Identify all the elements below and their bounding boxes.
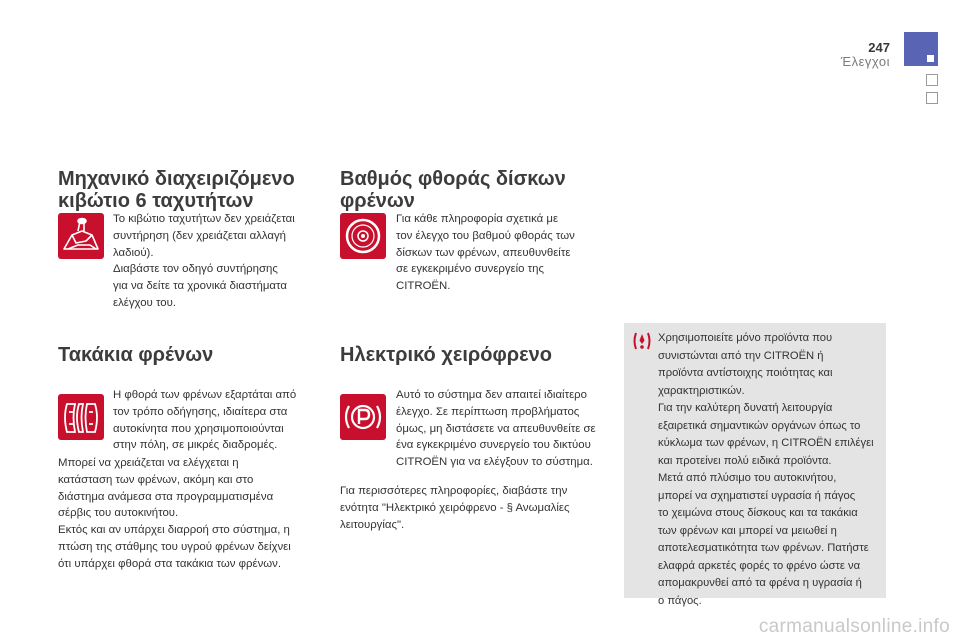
warning-box [624, 323, 886, 607]
warning-line: χαρακτηριστικών. [658, 384, 745, 397]
gearbox-icon [58, 213, 104, 259]
discs-title [340, 168, 566, 212]
parking-more-line: Για περισσότερες πληροφορίες, διαβάστε την [340, 485, 568, 497]
discs-text [396, 211, 606, 295]
warning-line: των φρένων και μπορεί να μειωθεί η [658, 524, 837, 537]
warning-line: και προτείνει πολύ ειδικά προϊόντα. [658, 454, 832, 467]
gearbox-title-line2: κιβώτιο 6 ταχυτήτων [58, 190, 254, 212]
discs-title-line2: φρένων [340, 190, 415, 212]
parking-line: όμως, μη διστάσετε να απευθυνθείτε σε [396, 422, 596, 435]
chapter-tab-active[interactable] [904, 32, 938, 66]
discs-line: δίσκων των φρένων, απευθυνθείτε [396, 246, 571, 259]
gearbox-text [113, 211, 323, 312]
chapter-tab-2[interactable] [926, 74, 938, 86]
warning-line: αποτελεσματικότητα των φρένων. Πατήστε [658, 542, 869, 554]
discs-title-line1: Βαθμός φθοράς δίσκων [340, 168, 566, 190]
warning-line: εξαιρετικά σημαντικών οργάνων όπως το [658, 419, 861, 432]
warning-line: μπορεί να σχηματιστεί υγρασία ή πάγος [658, 489, 856, 502]
pads-body-line: κατάσταση των φρένων, ακόμη και στο [58, 473, 254, 486]
pads-intro-line: τον τρόπο οδήγησης, ιδιαίτερα στα [113, 405, 288, 418]
pads-intro-line: στην πόλη, σε μικρές διαδρομές. [113, 439, 278, 452]
brake-disc-icon [340, 213, 386, 259]
pads-body-line: ότι υπάρχει φθορά στα τακάκια των φρένων. [58, 557, 282, 570]
pads-body-line: Μπορεί να χρειάζεται να ελέγχεται η [58, 457, 239, 469]
parking-more-info [340, 483, 610, 533]
parking-line: CITROËN για να ελέγξουν το σύστημα. [396, 456, 593, 469]
parking-title: Ηλεκτρικό χειρόφρενο [340, 344, 552, 366]
gearbox-line: Διαβάστε τον οδηγό συντήρησης [113, 263, 278, 276]
discs-line: τον έλεγχο του βαθμού φθοράς των [396, 229, 575, 242]
warning-line: ο πάγος. [658, 594, 702, 607]
warning-line: προϊόντα αντίστοιχης ποιότητας και [658, 367, 833, 379]
warning-line: Για την καλύτερη δυνατή λειτουργία [658, 402, 833, 414]
warning-text [658, 330, 884, 610]
parking-line: έλεγχο. Σε περίπτωση προβλήματος [396, 405, 580, 418]
warning-line: Μετά από πλύσιμο του αυτοκινήτου, [658, 472, 837, 484]
warning-line: Χρησιμοποιείτε μόνο προϊόντα που [658, 332, 833, 344]
parking-text [396, 387, 606, 471]
parking-more-line: λειτουργίας". [340, 518, 405, 531]
warning-line: κύκλωμα των φρένων, η CITROËN επιλέγει [658, 437, 874, 449]
gearbox-line: για να δείτε τα χρονικά διαστήματα [113, 280, 287, 293]
page-number: 247 [868, 40, 890, 55]
pads-title: Τακάκια φρένων [58, 344, 214, 366]
gearbox-line: Το κιβώτιο ταχυτήτων δεν χρειάζεται [113, 213, 295, 225]
discs-line: σε εγκεκριμένο συνεργείο της [396, 263, 545, 276]
chapter-tab-3[interactable] [926, 92, 938, 104]
discs-line: Για κάθε πληροφορία σχετικά με [396, 213, 559, 225]
pads-body-line: πτώση της στάθμης του υγρού φρένων δείχνει [58, 540, 291, 553]
tab-marker [927, 55, 934, 62]
brake-pads-icon [58, 394, 104, 440]
warning-line: το χειμώνα στους δίσκους και τα τακάκια [658, 507, 858, 519]
gearbox-title-line1: Μηχανικό διαχειριζόμενο [58, 168, 295, 190]
pads-body [58, 455, 323, 573]
pads-body-line: σέρβις του αυτοκινήτου. [58, 507, 179, 520]
parking-brake-icon [340, 394, 386, 440]
gearbox-title [58, 168, 295, 212]
parking-line: Αυτό το σύστημα δεν απαιτεί ιδιαίτερο [396, 389, 587, 401]
pads-intro-line: αυτοκίνητα που χρησιμοποιούνται [113, 422, 284, 435]
gearbox-line: συντήρηση (δεν χρειάζεται αλλαγή [113, 229, 286, 242]
gearbox-line: ελέγχου του. [113, 296, 177, 309]
warning-line: συνιστώνται από την CITROËN ή [658, 349, 824, 362]
pads-intro [113, 387, 323, 454]
warning-icon [632, 331, 652, 356]
warning-line: ελαφρά αρκετές φορές το φρένο ώστε να [658, 559, 861, 572]
watermark: carmanualsonline.info [758, 616, 950, 637]
gearbox-line: λαδιού). [113, 246, 154, 259]
section-title: Έλεγχοι [840, 54, 890, 69]
pads-intro-line: Η φθορά των φρένων εξαρτάται από [113, 389, 297, 401]
warning-line: απομακρυνθεί από τα φρένα η υγρασία ή [658, 577, 862, 589]
pads-body-line: διάστημα ανάμεσα στα προγραμματισμένα [58, 490, 274, 503]
discs-line: CITROËN. [396, 280, 451, 293]
parking-line: ένα εγκεκριμένο συνεργείο του δικτύου [396, 439, 591, 452]
parking-more-line: ενότητα "Ηλεκτρικό χειρόφρενο - § Ανωμαλίες [340, 501, 570, 514]
pads-body-line: Εκτός και αν υπάρχει διαρροή στο σύστημα, η [58, 524, 290, 537]
